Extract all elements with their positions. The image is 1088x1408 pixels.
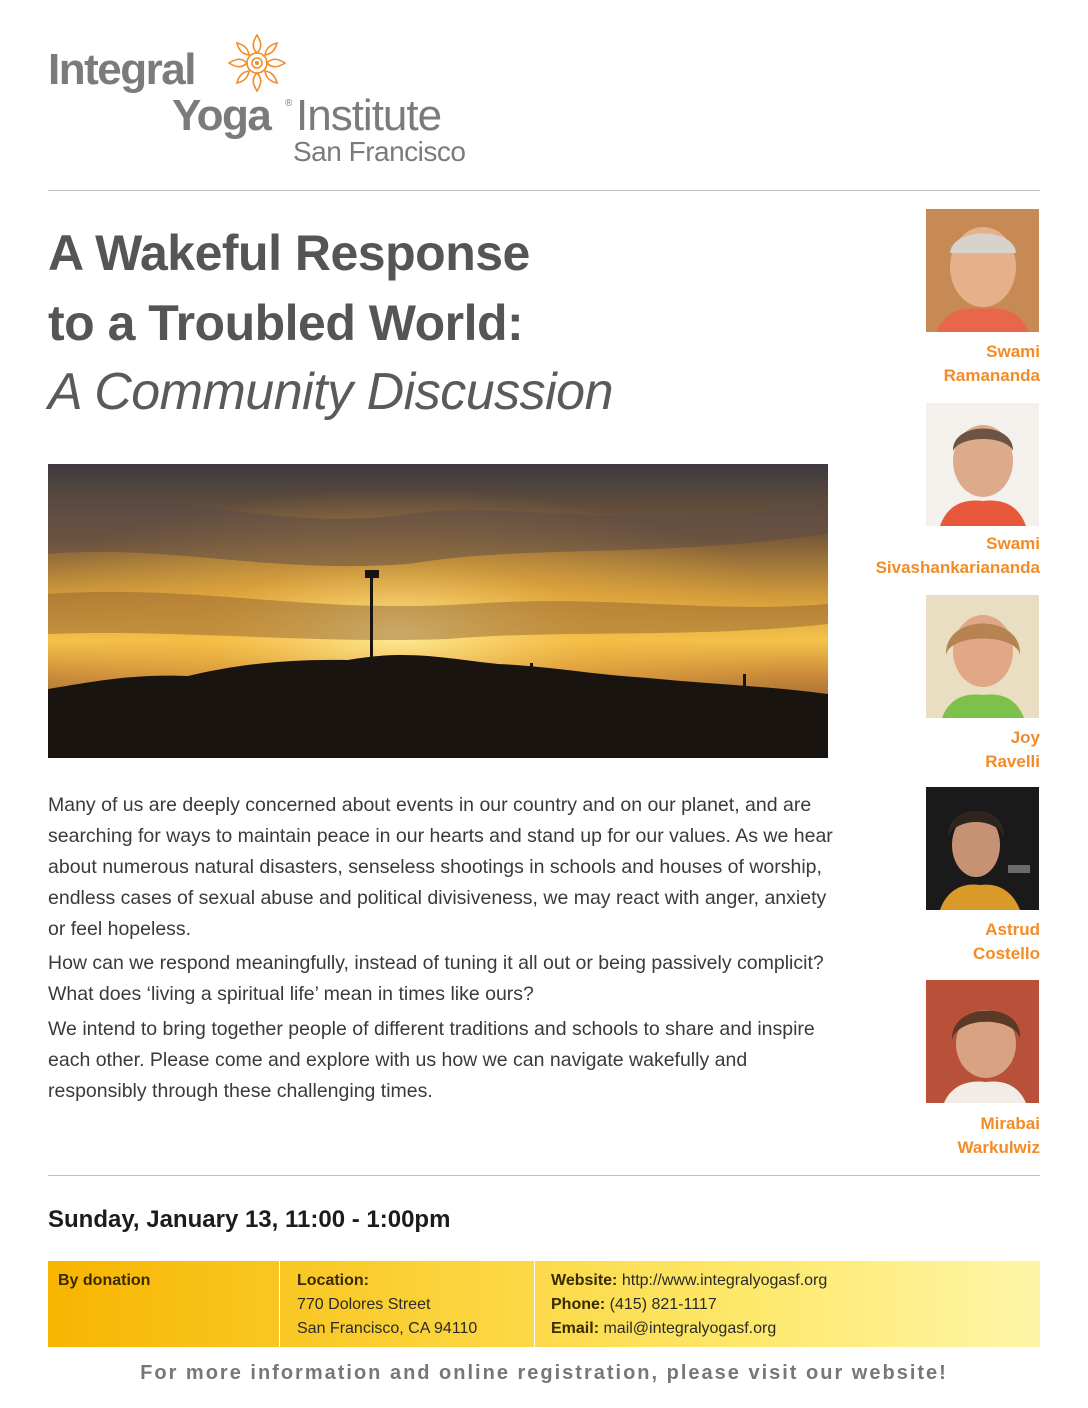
bottom-divider [48, 1175, 1040, 1176]
logo [48, 32, 518, 172]
logo-word-institute: Institute [296, 91, 442, 140]
speaker-first-name: Joy [1010, 728, 1040, 747]
speaker-name-5 [958, 1112, 1041, 1160]
speaker-name-2 [876, 532, 1040, 580]
speaker-last-name: Warkulwiz [957, 1138, 1040, 1157]
speaker-first-name: Mirabai [980, 1114, 1040, 1133]
speaker-last-name: Costello [972, 944, 1040, 963]
top-divider [48, 190, 1040, 191]
contact-info [551, 1269, 827, 1341]
speaker-photo-3 [926, 595, 1039, 718]
body-paragraph-2: How can we respond meaningfully, instead of tuning it all out or being passively complicit? What does ‘living a spiritual life’ mean in times like ours? [48, 952, 824, 1005]
sunset-photo [48, 464, 828, 758]
speaker-first-name: Swami [986, 534, 1040, 553]
event-date: Sunday, January 13, 11:00 - 1:00pm [48, 1206, 451, 1233]
info-divider [279, 1261, 280, 1347]
website-label: Website: [551, 1272, 618, 1289]
speaker-photo-1 [926, 209, 1039, 332]
title-line-2: to a Troubled World: [48, 295, 524, 351]
location-label: Location: [297, 1272, 369, 1289]
speaker-photo-5 [926, 980, 1039, 1103]
phone-label: Phone: [551, 1296, 606, 1313]
speaker-first-name: Swami [986, 342, 1040, 361]
subtitle: A Community Discussion [48, 363, 614, 421]
title-line-1: A Wakeful Response [48, 225, 530, 281]
location-info [297, 1269, 477, 1341]
speaker-last-name: Sivashankariananda [875, 558, 1040, 577]
price-info [58, 1269, 150, 1293]
speaker-name-1 [944, 340, 1040, 388]
info-divider [534, 1261, 535, 1347]
address-line-2: San Francisco, CA 94110 [297, 1320, 478, 1337]
registered-mark: ® [285, 98, 293, 109]
speaker-name-3 [985, 726, 1040, 774]
footer-cta: For more information and online registration, please visit our website! [140, 1362, 948, 1384]
price-label: By donation [58, 1272, 151, 1289]
body-paragraph-3: We intend to bring together people of different traditions and schools to share and inspire each other. Please come and explore with us how we can navigate wakefully and responsibly through these challenging times. [48, 1018, 815, 1102]
speaker-photo-4 [926, 787, 1039, 910]
phone-number: (415) 821-1117 [609, 1296, 717, 1313]
speaker-last-name: Ravelli [985, 752, 1040, 771]
logo-word-integral: Integral [48, 45, 195, 94]
speaker-name-4 [973, 918, 1040, 966]
speaker-photo-2 [926, 403, 1039, 526]
info-bar [48, 1261, 1040, 1347]
email-label: Email: [551, 1320, 600, 1337]
email-link[interactable]: mail@integralyogasf.org [603, 1320, 777, 1337]
body-paragraph-1: Many of us are deeply concerned about events in our country and on our planet, and are searching for ways to maintain peace in our hearts and stand up for our values. As we hear about numerous natural disasters, senseless shootings in schools and houses of worship, endless cases of sexual abuse and political divisiveness, we may react with anger, anxiety or feel hopeless. [48, 794, 833, 940]
website-link[interactable]: http://www.integralyogasf.org [621, 1272, 828, 1289]
lotus-emblem-icon [226, 32, 288, 94]
address-line-1: 770 Dolores Street [297, 1296, 431, 1313]
speaker-first-name: Astrud [985, 920, 1040, 939]
logo-location: San Francisco [293, 136, 466, 167]
logo-word-yoga: Yoga [172, 91, 271, 140]
speaker-last-name: Ramananda [943, 366, 1040, 385]
